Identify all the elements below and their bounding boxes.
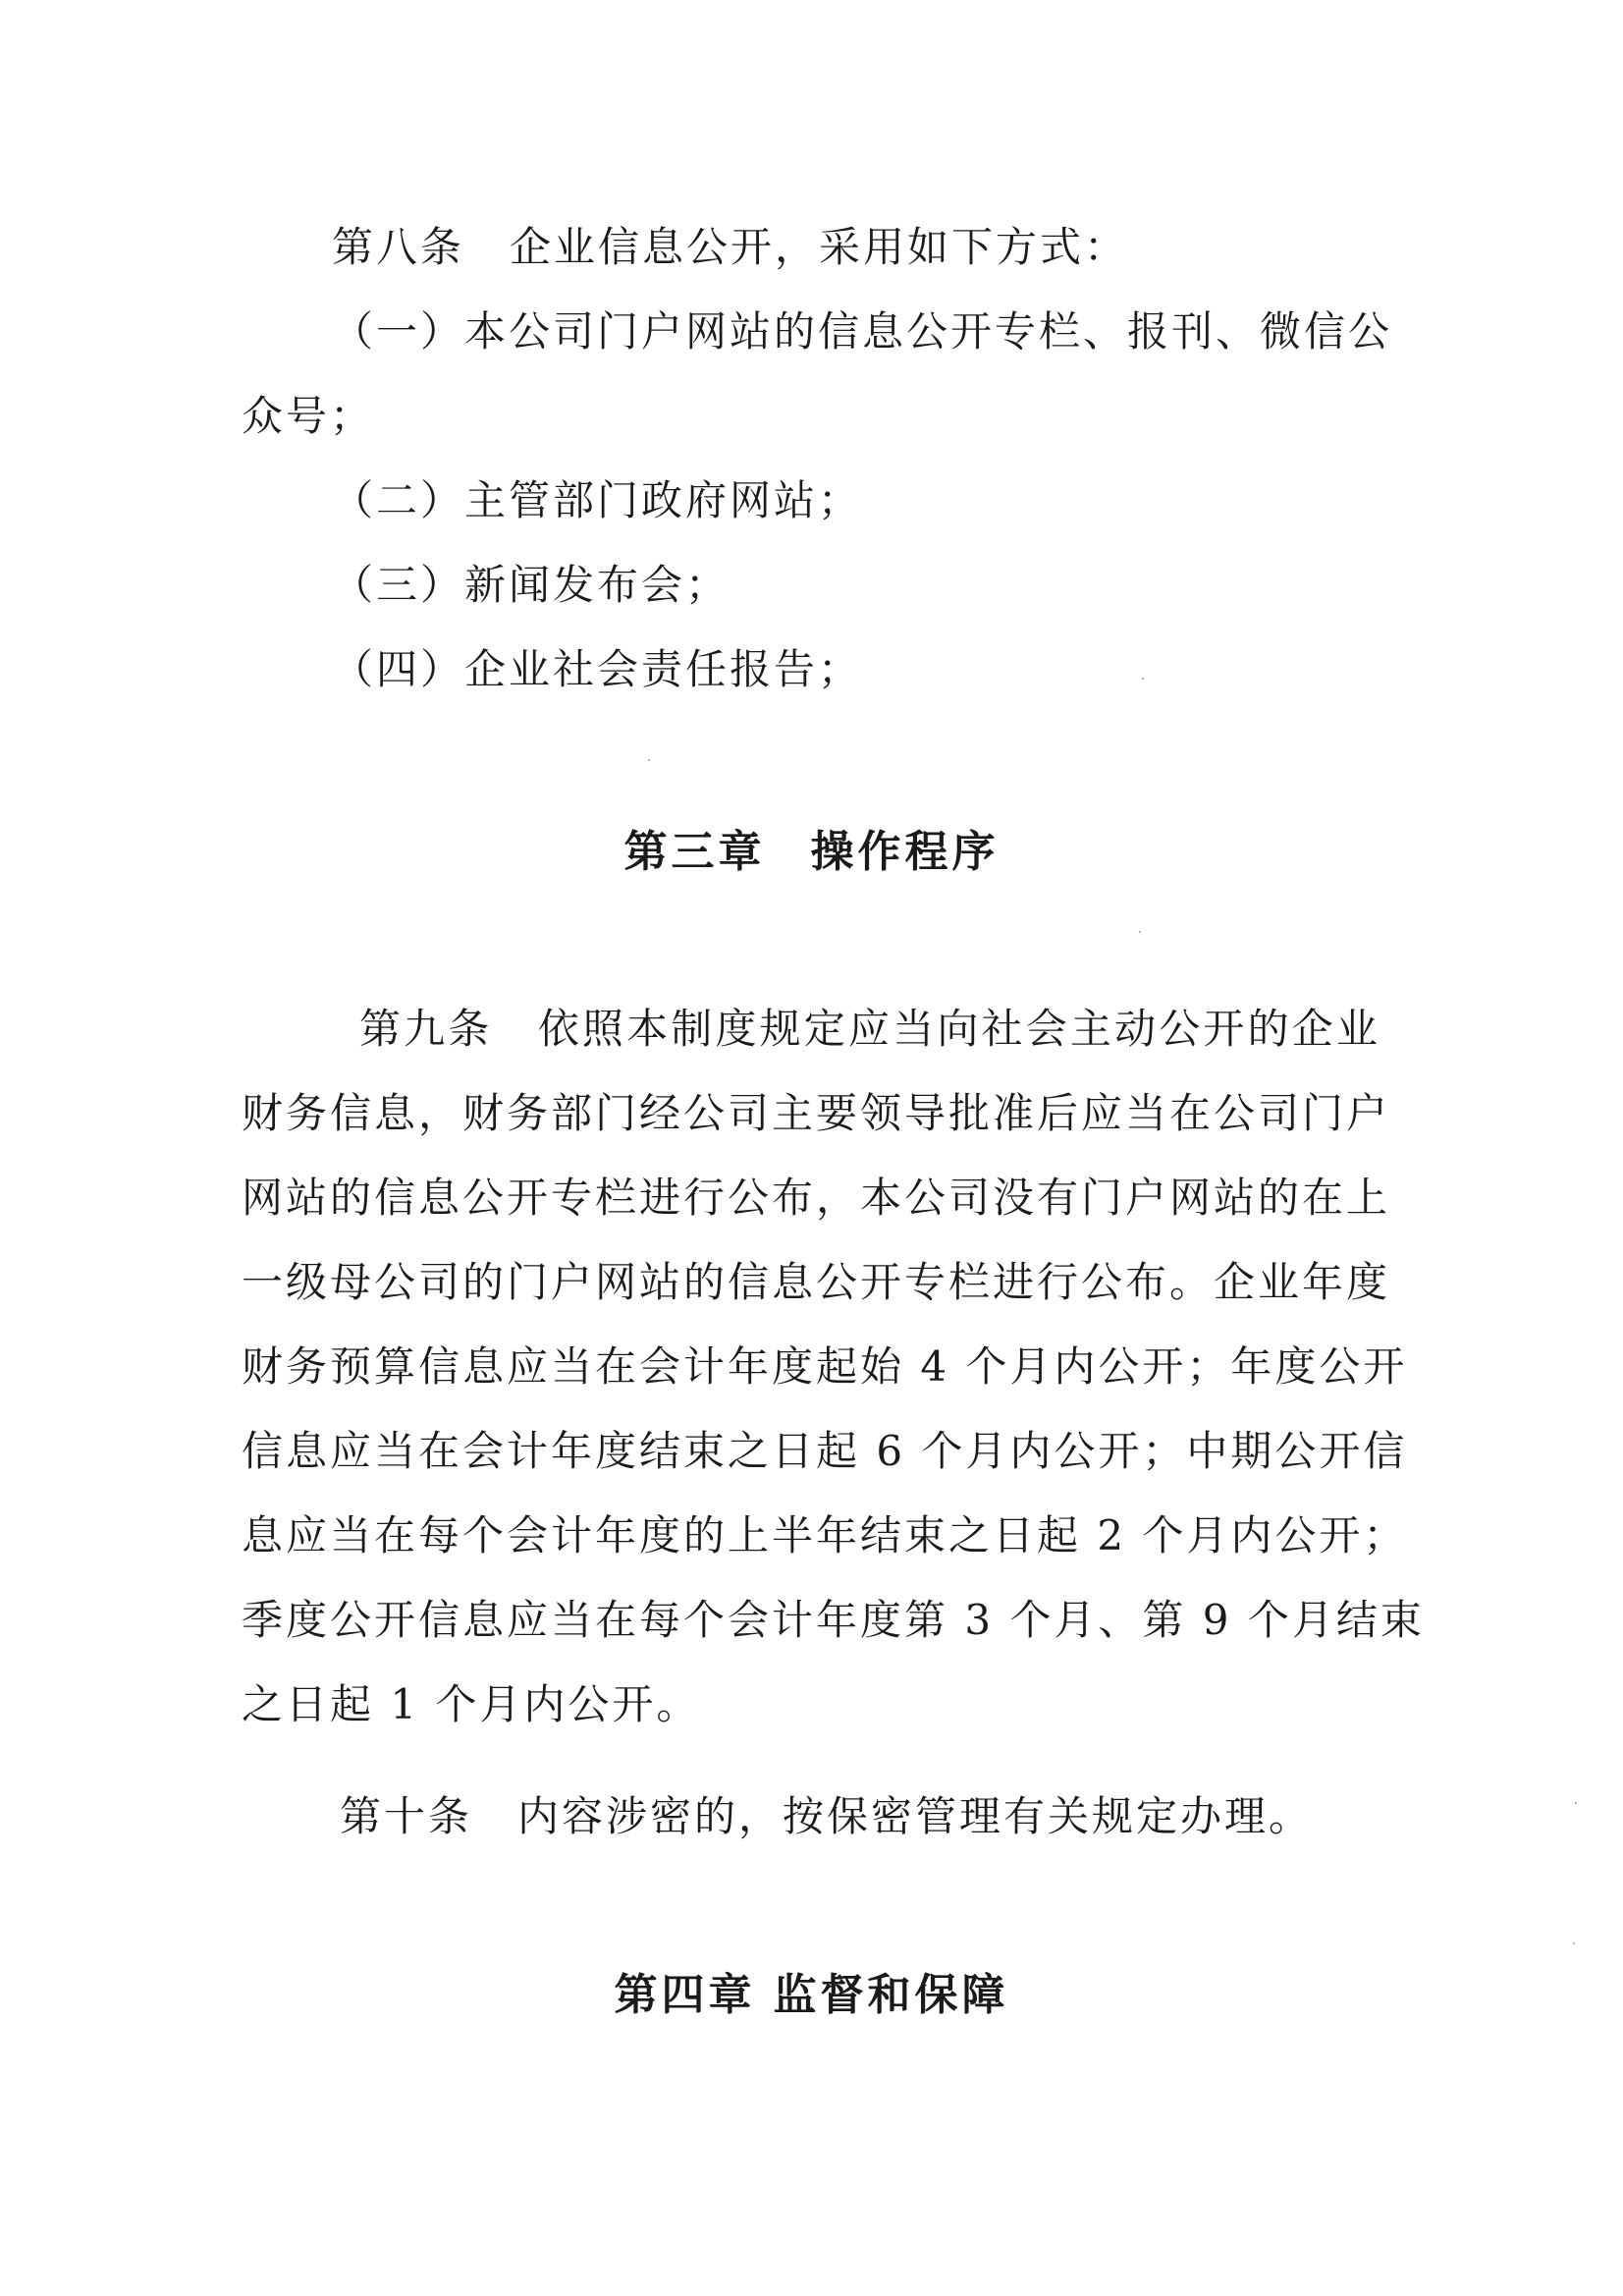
article-9-line-6: 信息应当在会计年度结束之日起 6 个月内公开；中期公开信: [242, 1427, 1408, 1475]
chapter-4-heading: [0, 1966, 1623, 2025]
article-9-text-1: 依照本制度规定应当向社会主动公开的企业: [537, 1005, 1380, 1053]
article-10-text: 内容涉密的，按保密管理有关规定办理。: [517, 1792, 1314, 1840]
article-9-line-4: 一级母公司的门户网站的信息公开专栏进行公布。企业年度: [242, 1258, 1391, 1306]
article-9-line-7: 息应当在每个会计年度的上半年结束之日起 2 个月内公开；: [242, 1511, 1408, 1559]
article-9-line-2: 财务信息，财务部门经公司主要领导批准后应当在公司门户: [242, 1089, 1391, 1137]
article-9-line-9: 之日起 1 个月内公开。: [242, 1680, 701, 1728]
article-8-heading-line: [332, 218, 1380, 277]
chapter-4-title: 第四章: [614, 1970, 756, 2020]
article-8-intro: 企业信息公开，采用如下方式：: [510, 223, 1129, 271]
article-9-line-3: 网站的信息公开专栏进行公布，本公司没有门户网站的在上: [242, 1174, 1391, 1222]
scan-speck: [1142, 678, 1144, 680]
article-9-line-8: 季度公开信息应当在每个会计年度第 3 个月、第 9 个月结束: [242, 1596, 1425, 1644]
article-10-label: 第十条: [340, 1792, 473, 1840]
article-8-item-4: （四）企业社会责任报告；: [332, 645, 863, 693]
article-9-label: 第九条: [359, 1005, 493, 1053]
article-8-item-3: （三）新闻发布会；: [332, 561, 730, 609]
chapter-3-heading: [0, 823, 1623, 882]
article-8-item-1-line-2: 众号；: [242, 392, 375, 440]
article-9-line-5: 财务预算信息应当在会计年度起始 4 个月内公开；年度公开: [242, 1342, 1408, 1391]
article-9-line-1: [359, 1000, 1380, 1059]
article-8-item-1-line-1: （一）本公司门户网站的信息公开专栏、报刊、微信公: [332, 307, 1393, 355]
scan-speck: [1139, 931, 1141, 933]
scan-speck: [1575, 1802, 1577, 1804]
chapter-3-subtitle: 操作程序: [810, 827, 1000, 877]
article-8-label: 第八条: [332, 223, 465, 271]
article-8-item-2: （二）主管部门政府网站；: [332, 476, 863, 524]
chapter-4-subtitle: 监督和保障: [773, 1970, 1009, 2020]
chapter-3-title: 第三章: [623, 827, 766, 877]
scan-speck: [648, 759, 650, 761]
scan-speck: [1573, 1942, 1575, 1944]
article-10-line: [340, 1787, 1380, 1846]
